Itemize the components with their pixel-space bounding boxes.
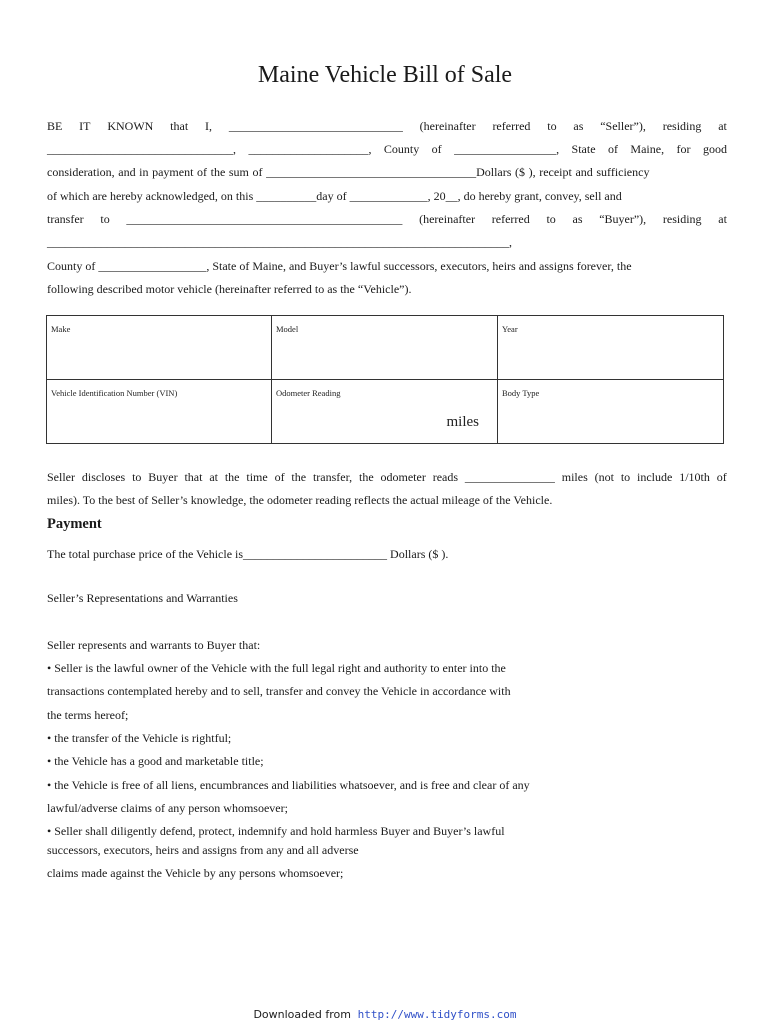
word: _________________, xyxy=(454,142,560,156)
word: good xyxy=(702,142,727,156)
odometer-label: Odometer Reading xyxy=(276,388,341,398)
word: to xyxy=(547,119,557,133)
odometer-line-2: miles). To the best of Seller’s knowledge, the odometer reading reflects the actual mileage of the Vehicle. xyxy=(47,493,553,507)
intro-line-1 xyxy=(47,119,727,133)
word: (hereinafter xyxy=(419,212,476,226)
word: residing xyxy=(662,212,702,226)
word: _______________________________, xyxy=(47,142,236,156)
word: _____________________________ xyxy=(228,119,403,133)
word: residing xyxy=(662,119,702,133)
word: the xyxy=(358,470,374,484)
word: KNOWN xyxy=(107,119,154,133)
word: of xyxy=(431,142,442,156)
word: include xyxy=(637,470,673,484)
warranty-line: lawful/adverse claims of any person whomsoever; xyxy=(47,801,288,815)
payment-line: The total purchase price of the Vehicle is________________________ Dollars ($ ). xyxy=(47,547,449,561)
word: referred xyxy=(492,119,531,133)
make-field[interactable] xyxy=(47,316,272,380)
download-footer xyxy=(0,1008,770,1021)
body-type-label: Body Type xyxy=(502,388,540,398)
word: Maine, xyxy=(630,142,665,156)
intro-line-2 xyxy=(47,142,727,156)
word: of xyxy=(607,142,618,156)
word: IT xyxy=(79,119,91,133)
footer-link[interactable]: http://www.tidyforms.com xyxy=(357,1008,517,1021)
word: “Buyer”), xyxy=(599,212,647,226)
word: (hereinafter xyxy=(419,119,476,133)
word: BE xyxy=(47,119,63,133)
word: the xyxy=(224,470,240,484)
word: the xyxy=(291,470,307,484)
warranties-intro: Seller represents and warrants to Buyer that: xyxy=(47,638,261,652)
word: odometer xyxy=(380,470,426,484)
model-field[interactable] xyxy=(272,316,498,380)
warranty-line: • the Vehicle is free of all liens, encumbrances and liabilities whatsoever, and is free and clear of any xyxy=(47,778,530,792)
word: time xyxy=(246,470,268,484)
word: Seller xyxy=(47,470,75,484)
intro-line-7: County of __________________, State of Maine, and Buyer’s lawful successors, executors, heirs and assigns forever, the xyxy=(47,259,632,273)
warranty-line: • Seller shall diligently defend, protect, indemnify and hold harmless Buyer and Buyer’s lawful xyxy=(47,824,505,838)
intro-line-6: _____________________________________________________________________________, xyxy=(47,235,512,249)
warranty-line: • the Vehicle has a good and marketable title; xyxy=(47,754,264,768)
warranty-line: transactions contemplated hereby and to sell, transfer and convey the Vehicle in accordance with xyxy=(47,684,511,698)
make-label: Make xyxy=(51,324,71,334)
warranty-line: claims made against the Vehicle by any persons whomsoever; xyxy=(47,866,344,880)
word: as xyxy=(572,212,583,226)
word: to xyxy=(132,470,142,484)
warranty-line: • the transfer of the Vehicle is rightful; xyxy=(47,731,232,745)
word: miles xyxy=(561,470,588,484)
word: I, xyxy=(204,119,212,133)
payment-heading: Payment xyxy=(47,516,102,532)
word: State xyxy=(571,142,596,156)
word: “Seller”), xyxy=(600,119,646,133)
year-field[interactable] xyxy=(498,316,724,380)
word: transfer, xyxy=(312,470,353,484)
word: ____________________, xyxy=(248,142,372,156)
body-type-field[interactable] xyxy=(498,380,724,444)
word: _______________ xyxy=(464,470,555,484)
word: that xyxy=(170,119,189,133)
intro-line-3: consideration, and in payment of the sum of ___________________________________Dollars ($ ), receipt and sufficiency xyxy=(47,165,650,179)
word: at xyxy=(209,470,218,484)
vin-field[interactable] xyxy=(47,380,272,444)
odometer-unit: miles xyxy=(446,414,479,430)
intro-line-8: following described motor vehicle (hereinafter referred to as the “Vehicle”). xyxy=(47,282,412,296)
warranty-line: successors, executors, heirs and assigns from any and all adverse xyxy=(47,843,359,857)
word: discloses xyxy=(81,470,126,484)
document-title: Maine Vehicle Bill of Sale xyxy=(257,62,513,88)
word: reads xyxy=(432,470,459,484)
intro-line-4: of which are hereby acknowledged, on this __________day of _____________, 20__, do hereby grant, convey, sell and xyxy=(47,189,622,203)
word: for xyxy=(676,142,691,156)
word: transfer xyxy=(47,212,84,226)
word: of xyxy=(716,470,727,484)
word: to xyxy=(100,212,110,226)
warranty-line: the terms hereof; xyxy=(47,708,129,722)
warranty-line: • Seller is the lawful owner of the Vehicle with the full legal right and authority to enter into the xyxy=(47,661,506,675)
odometer-line-1 xyxy=(47,470,727,484)
odometer-field[interactable] xyxy=(272,380,498,444)
model-label: Model xyxy=(276,324,299,334)
vehicle-details-table xyxy=(46,315,724,444)
word: (not xyxy=(594,470,614,484)
vin-label: Vehicle Identification Number (VIN) xyxy=(51,388,178,398)
word: at xyxy=(718,212,727,226)
word: ______________________________________________ xyxy=(126,212,403,226)
word: to xyxy=(620,470,631,484)
word: to xyxy=(546,212,556,226)
word: Buyer xyxy=(148,470,178,484)
year-label: Year xyxy=(502,324,518,334)
word: of xyxy=(274,470,285,484)
word: referred xyxy=(491,212,530,226)
intro-line-5 xyxy=(47,212,727,226)
word: County xyxy=(383,142,420,156)
footer-lead-text: Downloaded from xyxy=(253,1008,351,1021)
word: that xyxy=(184,470,203,484)
word: 1/10th xyxy=(679,470,710,484)
word: as xyxy=(573,119,584,133)
warranties-heading: Seller’s Representations and Warranties xyxy=(47,591,238,605)
word: at xyxy=(718,119,727,133)
